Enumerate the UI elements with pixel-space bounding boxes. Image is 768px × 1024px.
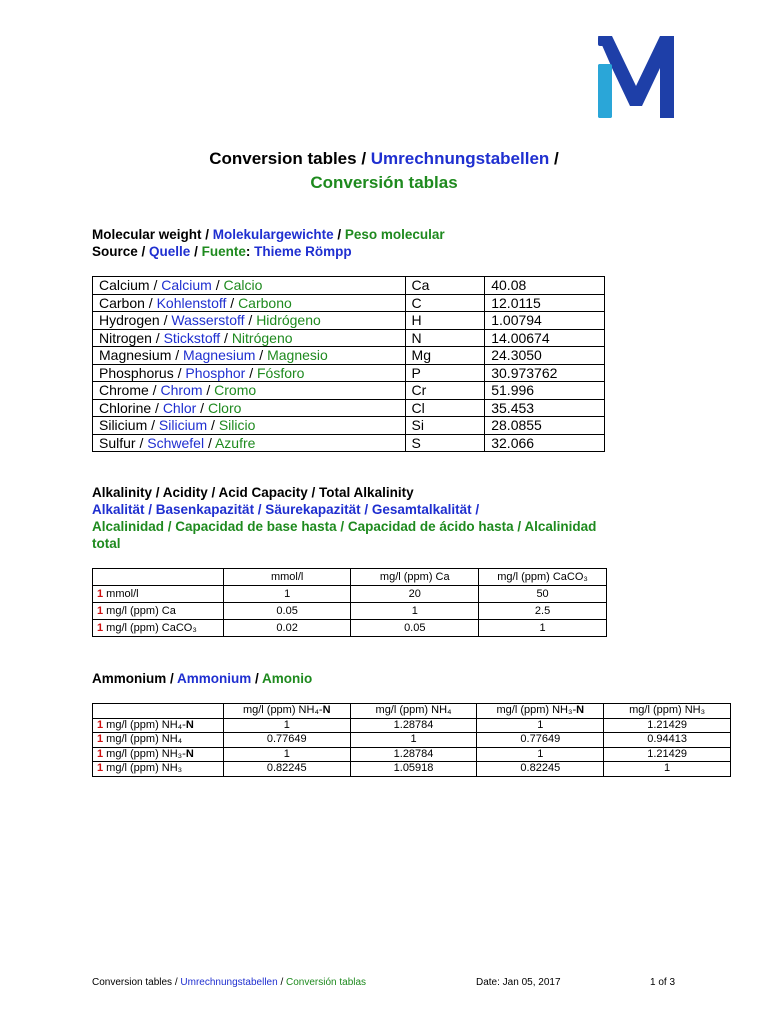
table-row xyxy=(93,762,731,777)
row-label-cell xyxy=(93,586,224,603)
value-cell: 1.21429 xyxy=(604,747,731,762)
row-quantity: 1 xyxy=(97,762,104,775)
molecular-weight-cell: 40.08 xyxy=(485,277,605,295)
table-row xyxy=(93,417,605,435)
separator: / xyxy=(333,227,345,242)
element-name-cell xyxy=(93,329,406,347)
value-cell: 1 xyxy=(223,747,350,762)
alkalinity-heading-en: Alkalinity / Acidity / Acid Capacity / Total Alkalinity xyxy=(92,485,414,500)
alkalinity-heading-es-2: total xyxy=(92,536,121,551)
row-quantity: 1 xyxy=(97,587,104,600)
separator: / xyxy=(190,244,202,259)
row-label-cell xyxy=(93,718,224,733)
header-unit: mg/l (ppm) NH₄- xyxy=(242,704,323,717)
value-cell: 0.82245 xyxy=(223,762,350,777)
heading-de: Molekulargewichte xyxy=(212,227,334,242)
element-name-en: Calcium xyxy=(99,277,150,294)
element-name-en: Chlorine xyxy=(99,399,152,416)
footer-title xyxy=(92,977,366,989)
table-row xyxy=(93,382,605,400)
element-name-de: Schwefel xyxy=(147,434,205,451)
value-cell: 1 xyxy=(223,718,350,733)
alkalinity-heading-es: Alcalinidad / Capacidad de base hasta / Capacidad de ácido hasta / Alcalinidad xyxy=(92,519,597,534)
separator: / xyxy=(137,244,150,259)
element-name-de: Chrom xyxy=(160,382,203,399)
value-cell: 20 xyxy=(351,586,479,603)
ammonium-heading-en: Ammonium xyxy=(92,671,167,686)
header-unit: mg/l (ppm) NH₃- xyxy=(496,704,577,717)
element-name-es: Fósforo xyxy=(257,364,305,381)
source-en: Source xyxy=(92,244,138,259)
table-row xyxy=(93,347,605,365)
title-de: Umrechnungstabellen xyxy=(370,149,550,168)
separator: / xyxy=(204,434,215,451)
row-unit: mg/l (ppm) NH₃ xyxy=(103,762,183,775)
ammonium-heading xyxy=(92,670,312,687)
heading-es: Peso molecular xyxy=(344,227,445,242)
table-row xyxy=(93,364,605,382)
value-cell: 1.21429 xyxy=(604,718,731,733)
source-es: Fuente xyxy=(201,244,246,259)
value-cell: 1 xyxy=(351,603,479,620)
element-symbol-cell: N xyxy=(405,329,485,347)
element-name-cell xyxy=(93,312,406,330)
table-row xyxy=(93,329,605,347)
molecular-weight-table xyxy=(92,276,605,452)
element-name-es: Cloro xyxy=(207,399,242,416)
row-label-cell xyxy=(93,733,224,748)
separator: / xyxy=(149,277,162,294)
header-suffix: N xyxy=(576,704,585,717)
molecular-weight-cell: 14.00674 xyxy=(485,329,605,347)
element-name-cell xyxy=(93,294,406,312)
element-name-es: Magnesio xyxy=(267,347,328,364)
molecular-weight-cell: 51.996 xyxy=(485,382,605,400)
colon: : xyxy=(245,244,255,259)
heading-en: Molecular weight xyxy=(92,227,202,242)
footer-es: Conversión tablas xyxy=(286,977,367,988)
row-label-cell xyxy=(93,620,224,637)
value-cell: 1.28784 xyxy=(350,718,477,733)
row-quantity: 1 xyxy=(97,733,104,746)
element-symbol-cell: Cl xyxy=(405,399,485,417)
alkalinity-heading-de: Alkalität / Basenkapazität / Säurekapazität / Gesamtalkalität / xyxy=(92,502,480,517)
element-name-es: Hidrógeno xyxy=(256,312,321,329)
ammonium-heading-de: Ammonium xyxy=(177,671,252,686)
column-header xyxy=(93,704,224,719)
element-name-en: Hydrogen xyxy=(99,312,160,329)
table-row xyxy=(93,294,605,312)
value-cell: 1.28784 xyxy=(350,747,477,762)
element-name-de: Stickstoff xyxy=(163,329,221,346)
separator: / xyxy=(226,294,239,311)
value-cell: 1 xyxy=(223,586,351,603)
table-row xyxy=(93,586,607,603)
separator: / xyxy=(135,434,148,451)
molecular-weight-cell: 28.0855 xyxy=(485,417,605,435)
separator: / xyxy=(148,382,161,399)
value-cell: 0.02 xyxy=(223,620,351,637)
value-cell: 0.05 xyxy=(351,620,479,637)
value-cell: 0.05 xyxy=(223,603,351,620)
row-unit-suffix: N xyxy=(185,718,194,731)
value-cell: 1 xyxy=(477,747,604,762)
footer-date: Date: Jan 05, 2017 xyxy=(476,977,561,988)
element-name-es: Calcio xyxy=(223,277,263,294)
element-symbol-cell: C xyxy=(405,294,485,312)
row-label-cell xyxy=(93,747,224,762)
table-row xyxy=(93,399,605,417)
footer-page-number: 1 of 3 xyxy=(650,977,676,988)
row-unit-suffix: N xyxy=(185,747,194,760)
molecular-weight-cell: 24.3050 xyxy=(485,347,605,365)
page-title xyxy=(0,147,768,195)
element-name-en: Chrome xyxy=(99,382,149,399)
column-header xyxy=(93,569,224,586)
value-cell: 1 xyxy=(604,762,731,777)
molecular-weight-cell: 32.066 xyxy=(485,434,605,452)
footer-de: Umrechnungstabellen xyxy=(180,977,278,988)
element-name-es: Cromo xyxy=(214,382,257,399)
separator: / xyxy=(144,294,157,311)
table-row xyxy=(93,434,605,452)
element-symbol-cell: H xyxy=(405,312,485,330)
row-unit: mg/l (ppm) NH₄ xyxy=(103,733,183,746)
molecular-weight-cell: 35.453 xyxy=(485,399,605,417)
ammonium-table xyxy=(92,703,731,777)
separator: / xyxy=(172,977,181,988)
element-name-cell xyxy=(93,382,406,400)
element-name-es: Carbono xyxy=(238,294,292,311)
column-header: mg/l (ppm) CaCO₃ xyxy=(479,569,607,586)
element-name-en: Silicium xyxy=(99,417,148,434)
row-unit: mg/l (ppm) Ca xyxy=(103,604,176,617)
table-header-row xyxy=(93,704,731,719)
row-label-cell xyxy=(93,603,224,620)
element-name-en: Nitrogen xyxy=(99,329,152,346)
column-header xyxy=(223,704,350,719)
column-header: mg/l (ppm) Ca xyxy=(351,569,479,586)
value-cell: 0.94413 xyxy=(604,733,731,748)
table-row xyxy=(93,603,607,620)
separator: / xyxy=(151,329,164,346)
footer-en: Conversion tables xyxy=(92,977,173,988)
row-unit: mg/l (ppm) NH₃- xyxy=(103,747,186,760)
title-separator: / xyxy=(356,149,371,168)
column-header: mmol/l xyxy=(223,569,351,586)
column-header xyxy=(477,704,604,719)
row-quantity: 1 xyxy=(97,718,104,731)
source-value: Thieme Römpp xyxy=(254,244,352,259)
element-symbol-cell: Cr xyxy=(405,382,485,400)
element-name-es: Azufre xyxy=(214,434,256,451)
table-header-row xyxy=(93,569,607,586)
element-name-de: Phosphor xyxy=(185,364,246,381)
ammonium-heading-es: Amonio xyxy=(262,671,313,686)
element-name-en: Magnesium xyxy=(99,347,172,364)
separator: / xyxy=(173,364,186,381)
row-unit: mg/l (ppm) NH₄- xyxy=(103,718,186,731)
table-row xyxy=(93,718,731,733)
table-row xyxy=(93,277,605,295)
table-row xyxy=(93,312,605,330)
element-name-en: Sulfur xyxy=(99,434,136,451)
source-line xyxy=(92,243,445,260)
element-name-en: Carbon xyxy=(99,294,145,311)
title-en: Conversion tables xyxy=(209,149,357,168)
separator: / xyxy=(202,382,215,399)
header-unit: mg/l (ppm) NH₃ xyxy=(629,704,706,717)
element-symbol-cell: Si xyxy=(405,417,485,435)
merck-m-logo xyxy=(596,34,676,120)
separator: / xyxy=(220,329,232,346)
element-name-cell xyxy=(93,417,406,435)
separator: / xyxy=(171,347,184,364)
header-unit: mg/l (ppm) NH₄ xyxy=(375,704,452,717)
separator: / xyxy=(251,671,263,686)
row-quantity: 1 xyxy=(97,604,104,617)
alkalinity-heading xyxy=(92,484,596,552)
title-line-1 xyxy=(0,147,768,171)
element-name-cell xyxy=(93,347,406,365)
value-cell: 0.77649 xyxy=(477,733,604,748)
title-separator: / xyxy=(549,149,559,168)
value-cell: 0.77649 xyxy=(223,733,350,748)
element-symbol-cell: P xyxy=(405,364,485,382)
molecular-weight-cell: 30.973762 xyxy=(485,364,605,382)
separator: / xyxy=(159,312,172,329)
molecular-weight-cell: 12.0115 xyxy=(485,294,605,312)
element-symbol-cell: S xyxy=(405,434,485,452)
element-name-de: Magnesium xyxy=(183,347,256,364)
table-row xyxy=(93,620,607,637)
source-de: Quelle xyxy=(149,244,191,259)
element-symbol-cell: Ca xyxy=(405,277,485,295)
element-name-de: Kohlenstoff xyxy=(156,294,227,311)
header-suffix: N xyxy=(322,704,331,717)
element-name-de: Calcium xyxy=(161,277,212,294)
separator: / xyxy=(151,399,163,416)
separator: / xyxy=(147,417,159,434)
molecular-weight-cell: 1.00794 xyxy=(485,312,605,330)
row-unit: mg/l (ppm) CaCO₃ xyxy=(103,621,197,634)
value-cell: 2.5 xyxy=(479,603,607,620)
separator: / xyxy=(166,671,178,686)
separator: / xyxy=(207,417,219,434)
column-header xyxy=(604,704,731,719)
alkalinity-table xyxy=(92,568,607,637)
separator: / xyxy=(201,227,213,242)
table-row xyxy=(93,747,731,762)
separator: / xyxy=(196,399,208,416)
row-quantity: 1 xyxy=(97,621,104,634)
element-name-cell xyxy=(93,434,406,452)
value-cell: 1 xyxy=(477,718,604,733)
value-cell: 50 xyxy=(479,586,607,603)
separator: / xyxy=(211,277,224,294)
row-quantity: 1 xyxy=(97,747,104,760)
table-row xyxy=(93,733,731,748)
separator: / xyxy=(244,312,257,329)
value-cell: 0.82245 xyxy=(477,762,604,777)
element-name-cell xyxy=(93,277,406,295)
element-name-es: Silicio xyxy=(218,417,256,434)
element-name-es: Nitrógeno xyxy=(231,329,293,346)
element-name-cell xyxy=(93,399,406,417)
element-name-cell xyxy=(93,364,406,382)
element-symbol-cell: Mg xyxy=(405,347,485,365)
value-cell: 1 xyxy=(479,620,607,637)
element-name-de: Wasserstoff xyxy=(171,312,245,329)
element-name-de: Silicium xyxy=(158,417,208,434)
row-label-cell xyxy=(93,762,224,777)
element-name-en: Phosphorus xyxy=(99,364,174,381)
separator: / xyxy=(255,347,268,364)
row-unit: mmol/l xyxy=(103,587,139,600)
molecular-weight-heading xyxy=(92,226,445,260)
title-es: Conversión tablas xyxy=(310,173,458,192)
value-cell: 1.05918 xyxy=(350,762,477,777)
separator: / xyxy=(245,364,257,381)
column-header xyxy=(350,704,477,719)
separator: / xyxy=(277,977,287,988)
element-name-de: Chlor xyxy=(162,399,197,416)
value-cell: 1 xyxy=(350,733,477,748)
